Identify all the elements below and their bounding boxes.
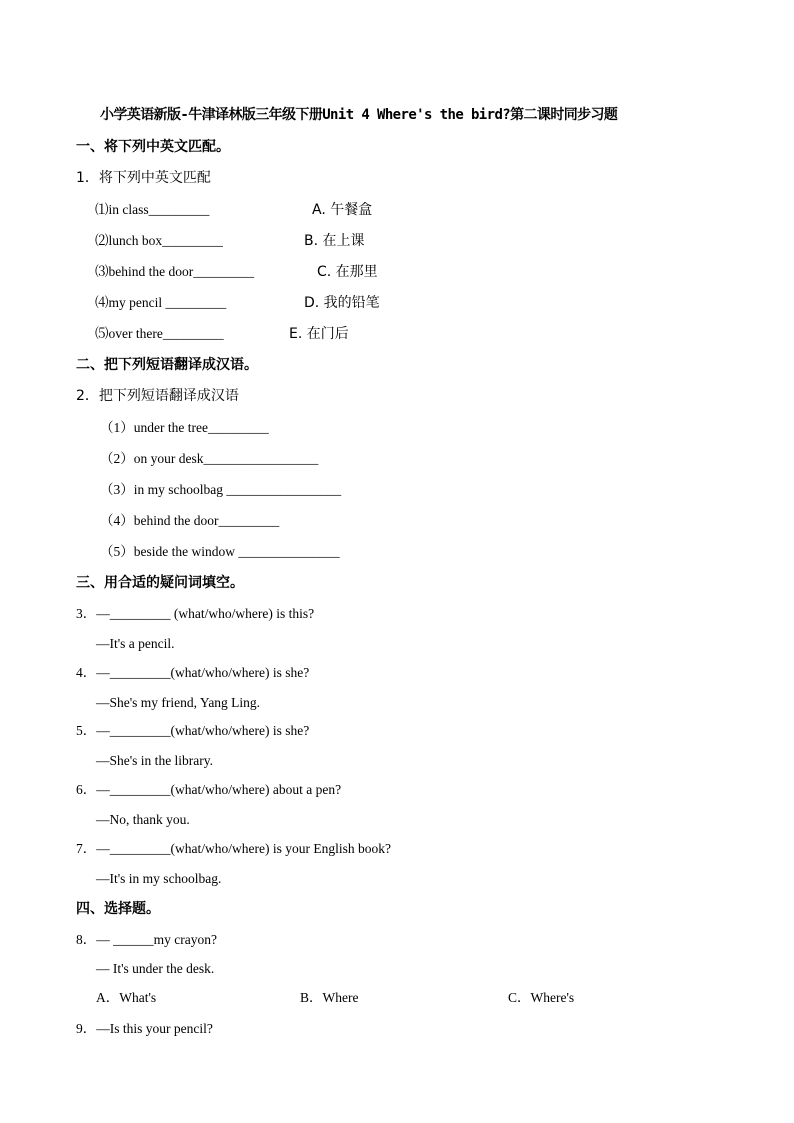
option-b: B．Where (300, 990, 359, 1005)
fill-answer-7: —It's in my schoolbag. (96, 871, 222, 886)
match-left-1: ⑴in class_________ (95, 202, 210, 217)
choice-question-8: 8．— ______my crayon? (76, 932, 217, 947)
option-c: C．Where's (508, 990, 575, 1005)
translate-item-3: （3）in my schoolbag _________________ (100, 482, 342, 497)
option-a: A．What's (96, 990, 157, 1005)
translate-item-5: （5）beside the window _______________ (100, 544, 340, 559)
translate-item-1: （1）under the tree_________ (100, 420, 269, 435)
section-heading-3: 三、用合适的疑问词填空。 (76, 575, 244, 591)
fill-question-6: 6．—_________(what/who/where) about a pen? (76, 782, 342, 797)
section-heading-4: 四、选择题。 (76, 901, 160, 917)
match-right-c: C. 在那里 (317, 264, 378, 280)
choice-answer-8: — It's under the desk. (96, 961, 215, 976)
question-1-stem: 1．将下列中英文匹配 (76, 170, 211, 186)
fill-answer-4: —She's my friend, Yang Ling. (96, 695, 261, 710)
fill-question-7: 7．—_________(what/who/where) is your English book? (76, 841, 391, 856)
match-right-e: E. 在门后 (289, 326, 349, 342)
page-title: 小学英语新版-牛津译林版三年级下册Unit 4 Where's the bird?第二课时同步习题 (100, 107, 618, 123)
fill-answer-6: —No, thank you. (96, 812, 190, 827)
fill-question-3: 3．—_________ (what/who/where) is this? (76, 606, 315, 621)
match-right-b: B. 在上课 (304, 233, 365, 249)
fill-question-4: 4．—_________(what/who/where) is she? (76, 665, 310, 680)
match-right-d: D. 我的铅笔 (304, 295, 380, 311)
fill-question-5: 5．—_________(what/who/where) is she? (76, 723, 310, 738)
fill-answer-3: —It's a pencil. (96, 636, 175, 651)
translate-item-4: （4）behind the door_________ (100, 513, 280, 528)
match-left-4: ⑷my pencil _________ (95, 295, 227, 310)
section-heading-1: 一、将下列中英文匹配。 (76, 139, 230, 155)
match-left-5: ⑸over there_________ (95, 326, 224, 341)
match-left-3: ⑶behind the door_________ (95, 264, 254, 279)
match-right-a: A. 午餐盒 (312, 202, 373, 218)
match-left-2: ⑵lunch box_________ (95, 233, 223, 248)
fill-answer-5: —She's in the library. (96, 753, 214, 768)
question-2-stem: 2．把下列短语翻译成汉语 (76, 388, 239, 404)
translate-item-2: （2）on your desk_________________ (100, 451, 319, 466)
section-heading-2: 二、把下列短语翻译成汉语。 (76, 357, 258, 373)
choice-question-9: 9．—Is this your pencil? (76, 1021, 213, 1036)
